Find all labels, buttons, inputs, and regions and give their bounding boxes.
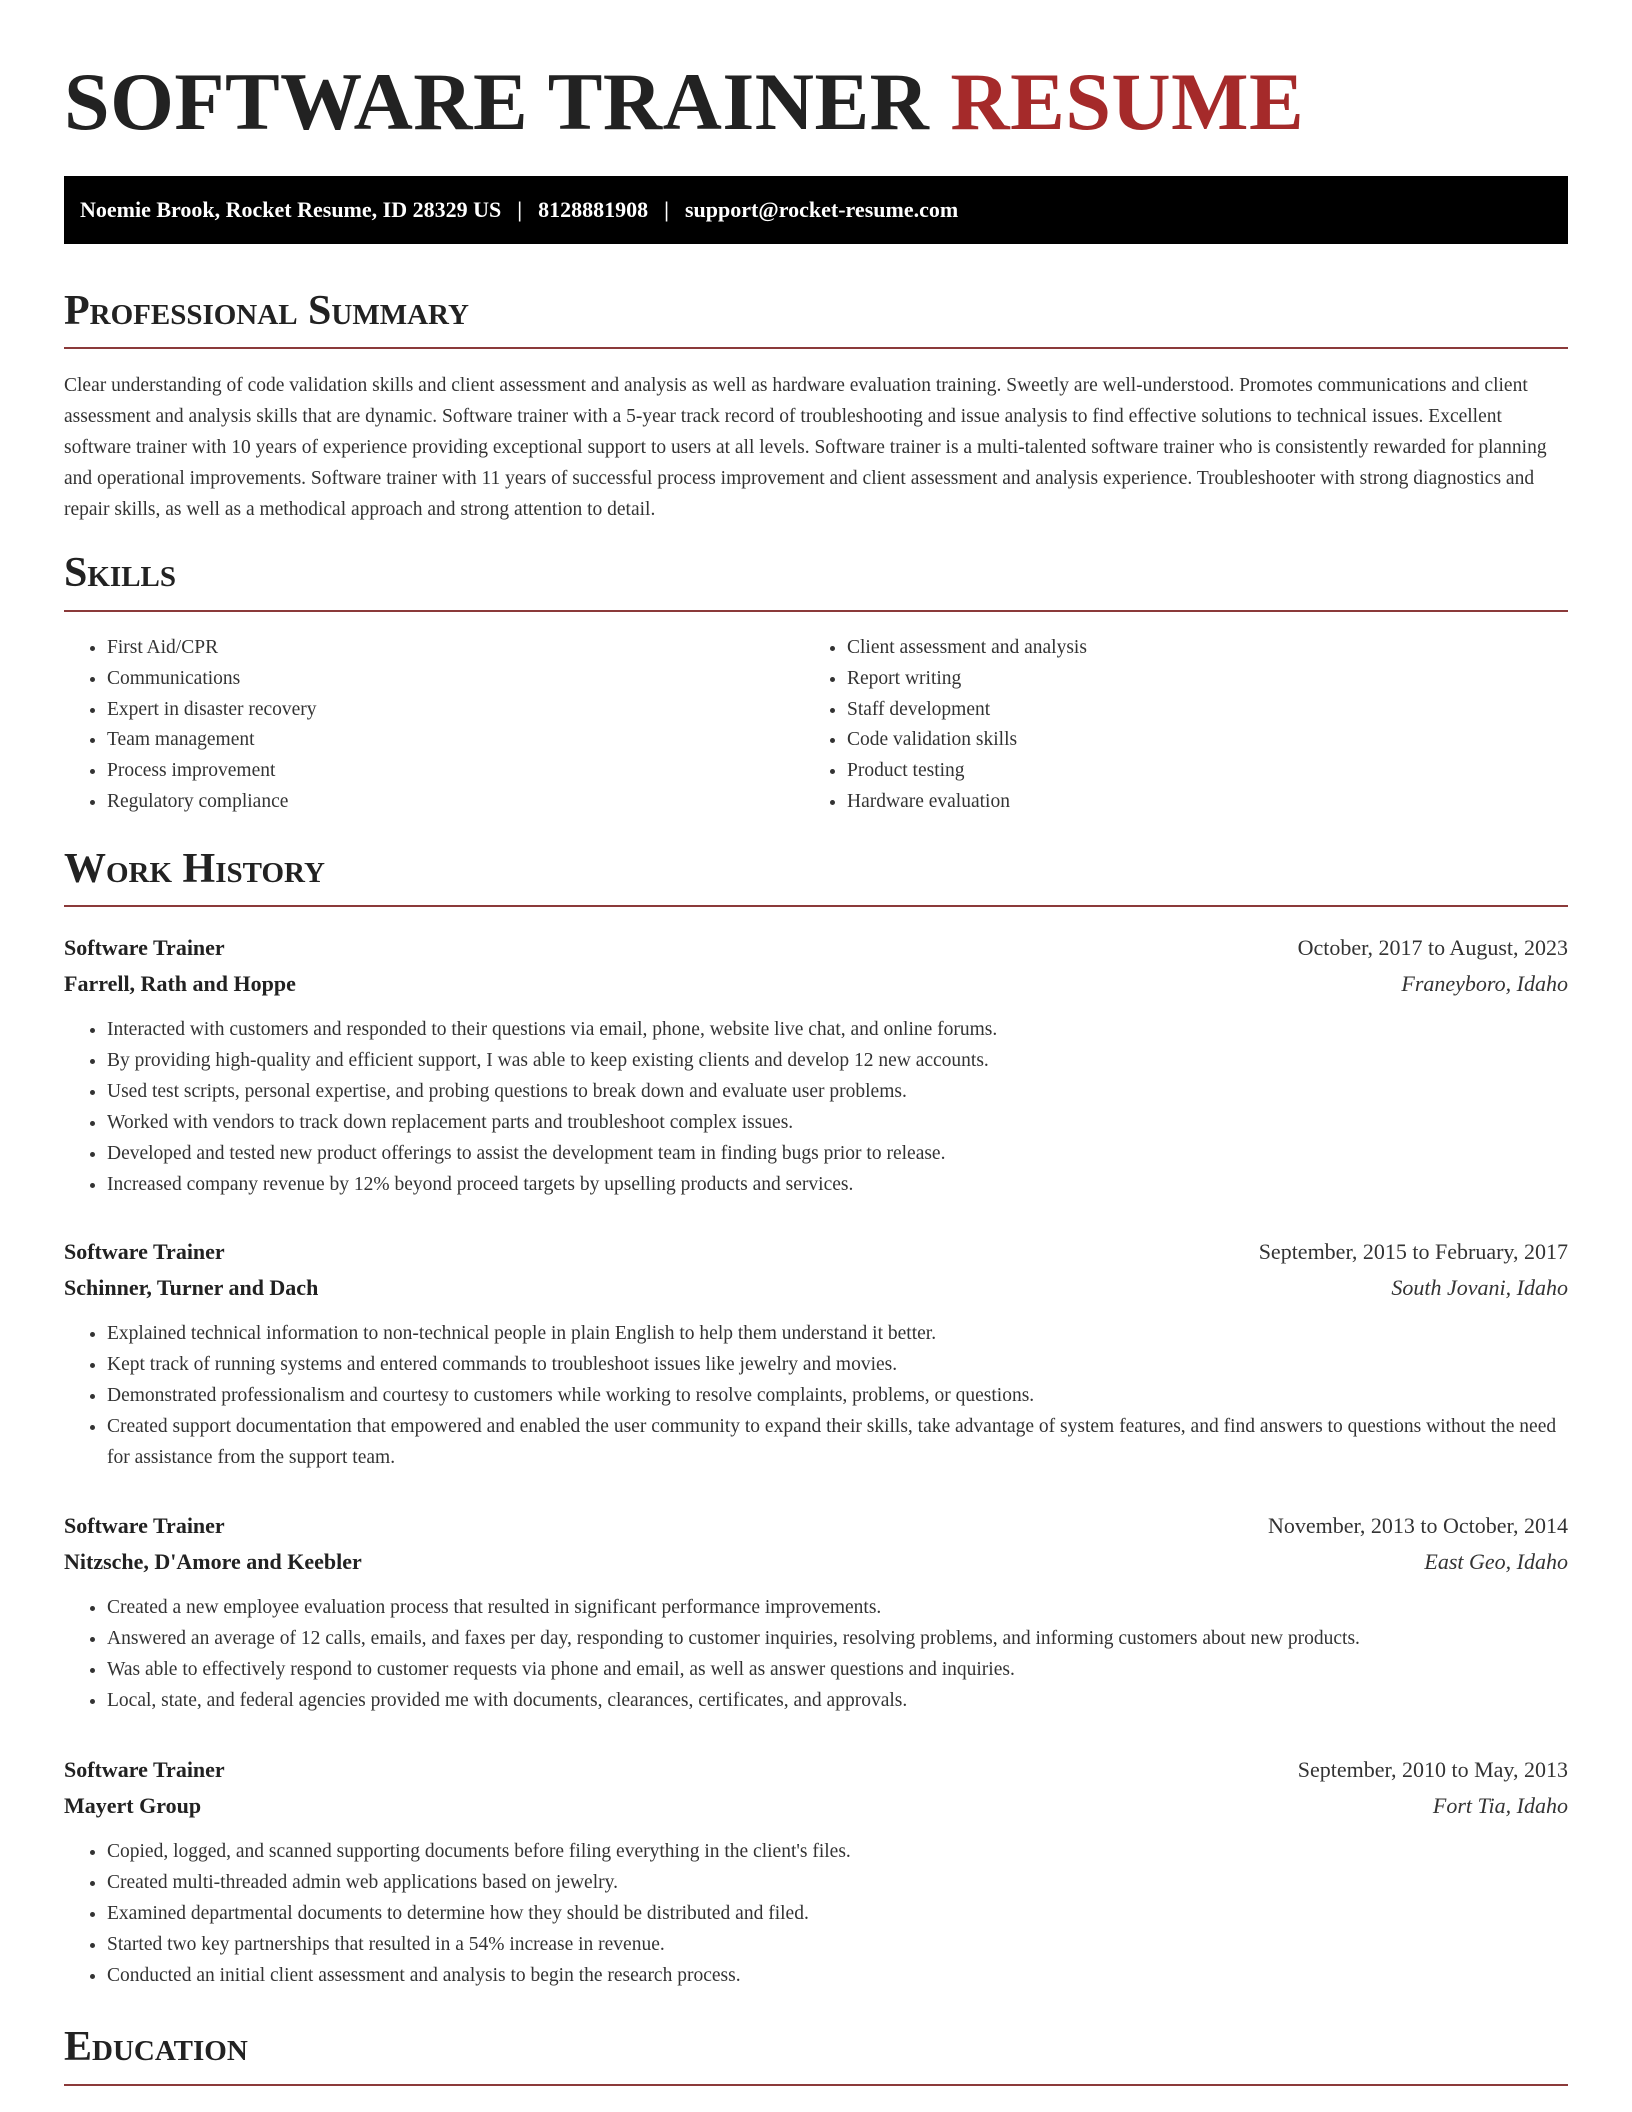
job-title: Software Trainer (64, 935, 225, 960)
job-bullet: • Was able to effectively respond to customer requests via phone and email, as well as answer questions and inquiries. (107, 1654, 1568, 1685)
job-company: Mayert Group (64, 1793, 202, 1818)
job-bullet: • Demonstrated professionalism and courtesy to customers while working to resolve complaints, problems, or questions. (107, 1380, 1568, 1411)
job-bullet: • Started two key partnerships that resulted in a 54% increase in revenue. (107, 1929, 1568, 1960)
summary-text: Clear understanding of code validation skills and client assessment and analysis as well as hardware evaluation training. Sweetly are well-understood. Promotes communications and client assessment and analysis skills that are dynamic. Software trainer with a 5-year track record of troubleshooting and issue analysis to find effective solutions to technical issues. Excellent software trainer with 10 years of experience providing exceptional support to users at all levels. Software trainer is a multi-talented software trainer who is consistently rewarded for planning and operational improvements. Software trainer with 11 years of successful process improvement and client assessment and analysis experience. Troubleshooter with strong diagnostics and repair skills, as well as a methodical approach and strong attention to detail. (64, 375, 1547, 520)
skill-item: • Hardware evaluation (847, 787, 1547, 818)
job-bullet: • Worked with vendors to track down replacement parts and troubleshoot complex issues. (107, 1107, 1568, 1138)
job-bullet: • Interacted with customers and responded to their questions via email, phone, website live chat, and online forums. (107, 1014, 1568, 1045)
job-bullet: • Local, state, and federal agencies provided me with documents, clearances, certificates, and approvals. (107, 1685, 1568, 1716)
contact-bar (64, 176, 1568, 244)
resume-title (64, 52, 1304, 152)
job-bullet: • Conducted an initial client assessment and analysis to begin the research process. (107, 1960, 1568, 1991)
work-history-divider (64, 905, 1568, 907)
job-bullets (64, 1592, 1568, 1716)
skill-item: • Process improvement (107, 756, 797, 787)
job-bullet: • Explained technical information to non-technical people in plain English to help them understand it better. (107, 1318, 1568, 1349)
job-bullet: • Copied, logged, and scanned supporting documents before filing everything in the client's files. (107, 1836, 1568, 1867)
skill-item: • Regulatory compliance (107, 787, 797, 818)
job-location: East Geo, Idaho (1424, 1549, 1568, 1574)
job-bullet: • Created support documentation that empowered and enabled the user community to expand their skills, take advantage of system features, and find answers to questions without the need for assistance from the support team. (107, 1411, 1568, 1473)
skill-item: • Staff development (847, 695, 1547, 726)
job-location: Franeyboro, Idaho (1401, 971, 1568, 996)
title-accent: RESUME (950, 56, 1305, 147)
skill-item: • Product testing (847, 756, 1547, 787)
summary-divider (64, 347, 1568, 349)
job-dates: September, 2015 to February, 2017 (1258, 1239, 1568, 1264)
job-bullet: • Created a new employee evaluation process that resulted in significant performance improvements. (107, 1592, 1568, 1623)
job-entry (64, 1508, 1568, 1716)
title-main: SOFTWARE TRAINER (64, 56, 930, 147)
contact-separator: | (517, 197, 523, 222)
job-entry (64, 1234, 1568, 1473)
education-heading: Education (64, 2024, 248, 2070)
skills-divider (64, 610, 1568, 612)
job-bullet: • Created multi-threaded admin web applications based on jewelry. (107, 1867, 1568, 1898)
job-bullets (64, 1836, 1568, 1991)
job-entry (64, 930, 1568, 1200)
skill-item: • Report writing (847, 664, 1547, 695)
job-company: Farrell, Rath and Hoppe (64, 971, 296, 996)
job-dates: October, 2017 to August, 2023 (1297, 935, 1568, 960)
job-bullet: • Kept track of running systems and entered commands to troubleshoot issues like jewelry and movies. (107, 1349, 1568, 1380)
skills-heading: Skills (64, 550, 177, 596)
skill-item: • First Aid/CPR (107, 633, 797, 664)
skills-list-right (804, 633, 1547, 818)
job-bullets (64, 1014, 1568, 1200)
job-bullets (64, 1318, 1568, 1473)
education-divider (64, 2084, 1568, 2086)
job-title: Software Trainer (64, 1757, 225, 1782)
job-location: Fort Tia, Idaho (1432, 1793, 1568, 1818)
job-company: Schinner, Turner and Dach (64, 1275, 319, 1300)
job-dates: September, 2010 to May, 2013 (1297, 1757, 1568, 1782)
skill-item: • Communications (107, 664, 797, 695)
job-bullet: • Answered an average of 12 calls, emails, and faxes per day, responding to customer inquiries, resolving problems, and informing customers about new products. (107, 1623, 1568, 1654)
job-company: Nitzsche, D'Amore and Keebler (64, 1549, 362, 1574)
skill-item: • Client assessment and analysis (847, 633, 1547, 664)
contact-email: support@rocket-resume.com (684, 197, 959, 222)
job-bullet: • Increased company revenue by 12% beyond proceed targets by upselling products and services. (107, 1169, 1568, 1200)
skill-item: • Team management (107, 725, 797, 756)
job-title: Software Trainer (64, 1239, 225, 1264)
skill-item: • Expert in disaster recovery (107, 695, 797, 726)
job-title: Software Trainer (64, 1513, 225, 1538)
contact-separator: | (664, 197, 669, 222)
work-history-heading: Work History (64, 846, 325, 892)
job-location: South Jovani, Idaho (1391, 1275, 1568, 1300)
skills-list-left (64, 633, 797, 818)
job-entry (64, 1752, 1568, 1991)
summary-heading: Professional Summary (64, 288, 469, 334)
skill-item: • Code validation skills (847, 725, 1547, 756)
job-bullet: • Used test scripts, personal expertise, and probing questions to break down and evaluate user problems. (107, 1076, 1568, 1107)
contact-phone: 8128881908 (538, 197, 649, 222)
job-bullet: • By providing high-quality and efficient support, I was able to keep existing clients and develop 12 new accounts. (107, 1045, 1568, 1076)
job-bullet: • Developed and tested new product offerings to assist the development team in finding bugs prior to release. (107, 1138, 1568, 1169)
contact-address: Noemie Brook, Rocket Resume, ID 28329 US (80, 197, 502, 222)
job-dates: November, 2013 to October, 2014 (1267, 1513, 1568, 1538)
job-bullet: • Examined departmental documents to determine how they should be distributed and filed. (107, 1898, 1568, 1929)
